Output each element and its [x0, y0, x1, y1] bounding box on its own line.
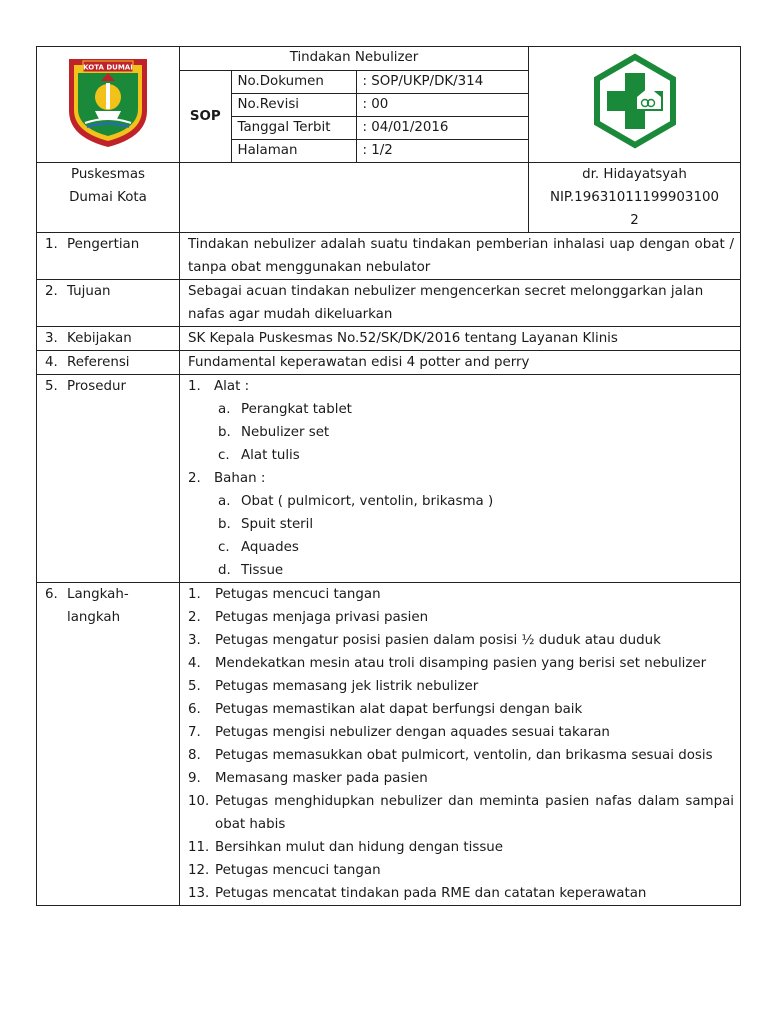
section-label: 3. Kebijakan	[37, 327, 180, 351]
empty-cell	[180, 163, 529, 233]
section-text: SK Kepala Puskesmas No.52/SK/DK/2016 tentang Layanan Klinis	[180, 327, 741, 351]
step-item: 3. Petugas mengatur posisi pasien dalam posisi ½ duduk atau duduk	[188, 633, 661, 648]
field-value: : 1/2	[356, 140, 528, 163]
section-label: 6. Langkah- langkah	[37, 583, 180, 906]
section-row	[37, 280, 741, 327]
list-item: 2. Bahan :	[188, 471, 266, 486]
org-line2: Dumai Kota	[69, 190, 147, 205]
section-row	[37, 327, 741, 351]
step-item: 7. Petugas mengisi nebulizer dengan aquades sesuai takaran	[188, 725, 610, 740]
org-line1: Puskesmas	[70, 167, 146, 182]
section-text: Tindakan nebulizer adalah suatu tindakan pemberian inhalasi uap dengan obat / tanpa obat menggunakan nebulator	[180, 233, 741, 280]
sub-list-item: a. Obat ( pulmicort, ventolin, brikasma )	[218, 494, 494, 509]
step-item: 5. Petugas memasang jek listrik nebulizer	[188, 679, 479, 694]
sop-label: SOP	[180, 71, 231, 162]
section-label: 5. Prosedur	[37, 375, 180, 583]
sop-document	[36, 46, 740, 906]
sop-table	[36, 46, 741, 906]
sub-list-item: c. Aquades	[218, 540, 299, 555]
kota-dumai-crest-icon	[65, 53, 151, 149]
header-center	[180, 47, 529, 163]
field-value: : 00	[356, 94, 528, 117]
prosedur-content	[180, 375, 741, 583]
org-cell	[37, 163, 180, 233]
signer-nip: NIP.19631011199903100	[549, 190, 720, 205]
step-item: 13. Petugas mencatat tindakan pada RME dan catatan keperawatan	[188, 886, 647, 901]
step-item: 9. Memasang masker pada pasien	[188, 771, 428, 786]
sub-list-item: b. Nebulizer set	[218, 425, 330, 440]
section-row	[37, 583, 741, 906]
sub-list-item: d. Tissue	[218, 563, 284, 578]
document-title: Tindakan Nebulizer	[180, 47, 528, 71]
puskesmas-logo-cell	[529, 47, 741, 163]
step-item: 2. Petugas menjaga privasi pasien	[188, 610, 429, 625]
section-label: 1. Pengertian	[37, 233, 180, 280]
signer-name: dr. Hidayatsyah	[582, 167, 687, 182]
section-text: Sebagai acuan tindakan nebulizer mengencerkan secret melonggarkan jalan nafas agar mudah dikeluarkan	[180, 280, 741, 327]
step-item: 6. Petugas memastikan alat dapat berfungsi dengan baik	[188, 702, 583, 717]
field-key: No.Dokumen	[231, 71, 356, 94]
section-row	[37, 351, 741, 375]
list-item: 1. Alat :	[188, 379, 250, 394]
signer-cell	[529, 163, 741, 233]
sub-list-item: b. Spuit steril	[218, 517, 314, 532]
field-key: Tanggal Terbit	[231, 117, 356, 140]
step-item: 11. Bersihkan mulut dan hidung dengan tissue	[188, 840, 504, 855]
section-text: Fundamental keperawatan edisi 4 potter and perry	[180, 351, 741, 375]
langkah-content	[180, 583, 741, 906]
section-label: 4. Referensi	[37, 351, 180, 375]
field-value: : 04/01/2016	[356, 117, 528, 140]
field-value: : SOP/UKP/DK/314	[356, 71, 528, 94]
step-item: 12. Petugas mencuci tangan	[188, 863, 381, 878]
field-key: Halaman	[231, 140, 356, 163]
section-label: 2. Tujuan	[37, 280, 180, 327]
sub-list-item: c. Alat tulis	[218, 448, 300, 463]
field-key: No.Revisi	[231, 94, 356, 117]
section-row	[37, 375, 741, 583]
section-row	[37, 233, 741, 280]
kota-dumai-logo-cell	[37, 47, 180, 163]
header-fields	[180, 71, 528, 162]
signer-nip-tail: 2	[630, 213, 639, 228]
logo-text: KOTA DUMAI	[83, 63, 133, 71]
sub-list-item: a. Perangkat tablet	[218, 402, 352, 417]
puskesmas-logo-icon	[587, 53, 683, 149]
step-item: 4. Mendekatkan mesin atau troli disamping pasien yang berisi set nebulizer	[188, 656, 707, 671]
step-item: 1. Petugas mencuci tangan	[188, 587, 381, 602]
step-item: 10. Petugas menghidupkan nebulizer dan meminta pasien nafas dalam sampai obat habis	[188, 794, 734, 832]
step-item: 8. Petugas memasukkan obat pulmicort, ventolin, dan brikasma sesuai dosis	[188, 748, 713, 763]
